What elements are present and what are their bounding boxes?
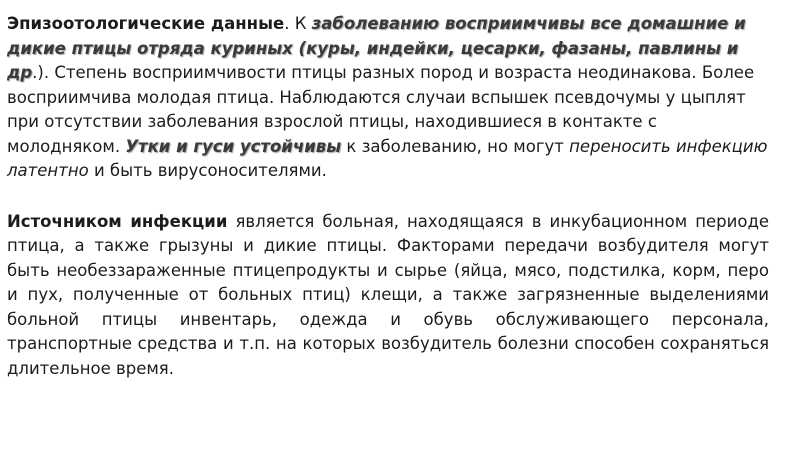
text-segment: к заболеванию, но могут [341, 136, 570, 156]
text-segment: . К [284, 14, 312, 33]
text-segment: .). Степень восприимчивости птицы разных пород и возраста неодинакова. Более восприимчива молодая птица. Наблюдаются случаи вспышек псевдочумы у цыплят при отсутствии заболевания взрослой птицы, находившиеся в контакте с молодняком. [7, 63, 755, 156]
epizootology-paragraph [7, 12, 769, 184]
infection-source-paragraph [7, 210, 769, 382]
slide-content [7, 12, 769, 381]
susceptible-birds-highlight: заболеванию восприимчивы все домашние и дикие птицы отряда куриных (куры, индейки, цесарки, фазаны, павлины и др [7, 14, 746, 82]
resistant-birds-highlight: Утки и гуси устойчивы [125, 136, 342, 156]
epizootology-heading: Эпизоотологические данные [7, 14, 285, 33]
infection-source-heading: Источником инфекции [7, 211, 228, 231]
infection-source-body: является больная, находящаяся в инкубационном периоде птица, а также грызуны и дикие птицы. Факторами передачи возбудителя могут быть необеззараженные птицепродукты и сырье (яйца, мясо, подстилка, корм, перо и пух, полученные от больных птиц) клещи, а также загрязненные выделениями больной птицы инвентарь, одежда и обувь обслуживающего персонала, транспортные средства и т.п. на которых возбудитель болезни способен сохраняться длительное время. [7, 211, 770, 378]
text-segment: и быть вирусоносителями. [88, 161, 327, 180]
latent-infection-highlight: переносить инфекцию латентно [7, 136, 768, 180]
